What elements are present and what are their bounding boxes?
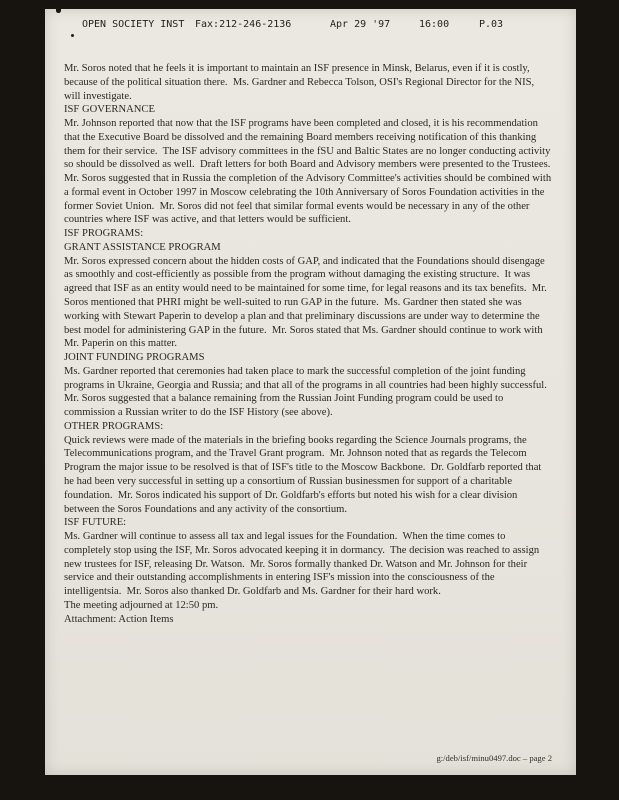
- section-body-grant-assistance: Mr. Soros expressed concern about the hidden costs of GAP, and indicated that the Foundations should disengage as smoothly and cost-efficiently as possible from the program without damaging the existing structure. It was agreed that ISF as an entity would need to be maintained for some time, for legal reasons and its tax benefits. Mr. Soros mentioned that PHRI might be well-suited to run GAP in the future. Ms. Gardner then stated she was working with Stewart Paperin to develop a plan and that preliminary discussions are under way to determine the best model for administering GAP in the future. Mr. Soros stated that Ms. Gardner should continue to work with Mr. Paperin on this matter.: [64, 255, 550, 350]
- fax-time: 16:00: [419, 19, 450, 30]
- fax-sender: OPEN SOCIETY INST: [82, 19, 185, 30]
- fax-date: Apr 29 '97: [330, 19, 391, 30]
- subsection-heading-grant-assistance: GRANT ASSISTANCE PROGRAM: [64, 241, 221, 253]
- section-heading-isf-future: ISF FUTURE:: [64, 517, 127, 529]
- scan-artifact-speck: [56, 7, 61, 13]
- section-body-other-programs: Quick reviews were made of the materials in the briefing books regarding the Science Journals programs, the Telecommunications program, and the Travel Grant program. Mr. Johnson noted that as regards the Telecom Program the major issue to be resolved is that of ISF's title to the Moscow Backbone. Dr. Goldfarb reported that he had been very successful in setting up a consortium of Russian businessmen for support of a charitable foundation. Mr. Soros indicated his support of Dr. Goldfarb's efforts but noted his wish for a clear division between the Soros Foundations and any activity of the consortium.: [64, 434, 545, 515]
- fax-page-number: P.03: [479, 19, 504, 30]
- section-body-isf-governance: Mr. Johnson reported that now that the ISF programs have been completed and closed, it is his recommendation that the Executive Board be dissolved and the remaining Board members receiving notification of this thanking them for their service. The ISF advisory committees in the fSU and Baltic States are no longer conducting activity so should be dissolved as well. Draft letters for both Board and Advisory members were presented to the Trustees. Mr. Soros suggested that in Russia the completion of the Advisory Committee's activities should be combined with a formal event in October 1997 in Moscow celebrating the 10th Anniversary of Soros Foundation activities in the former Soviet Union. Mr. Soros did not feel that similar formal events would be necessary in any of the other countries where ISF was active, and that letters would be sufficient.: [64, 118, 556, 226]
- paragraph-intro: Mr. Soros noted that he feels it is important to maintain an ISF presence in Minsk, Belarus, even if it is costly, because of the political situation there. Ms. Gardner and Rebecca Tolson, OSI's Regional Director for the NIS, will investigate.: [64, 63, 537, 102]
- attachment-line: Attachment: Action Items: [64, 613, 174, 625]
- section-body-joint-funding: Ms. Gardner reported that ceremonies had taken place to mark the successful completion of the joint funding programs in Ukraine, Georgia and Russia; and that all of the programs in all countries had been highly successful. Mr. Soros suggested that a balance remaining from the Russian Joint Funding program could be used to commission a Russian writer to do the ISF History (see above).: [64, 365, 553, 419]
- fax-header: [45, 18, 576, 34]
- section-heading-isf-governance: ISF GOVERNANCE: [64, 104, 155, 116]
- section-heading-joint-funding: JOINT FUNDING PROGRAMS: [64, 352, 205, 364]
- section-heading-isf-programs: ISF PROGRAMS:: [64, 228, 144, 240]
- fax-page: [45, 9, 576, 775]
- document-body: [64, 62, 556, 626]
- section-heading-other-programs: OTHER PROGRAMS:: [64, 420, 164, 432]
- scan-artifact-dot: [71, 34, 74, 37]
- document-footer: g:/deb/isf/minu0497.doc – page 2: [436, 752, 552, 763]
- closing-line: The meeting adjourned at 12:50 pm.: [64, 599, 219, 611]
- section-body-isf-future: Ms. Gardner will continue to assess all tax and legal issues for the Foundation. When the time comes to completely stop using the ISF, Mr. Soros advocated keeping it in dormancy. The decision was reached to assign new trustees for ISF, releasing Dr. Watson. Mr. Soros formally thanked Dr. Watson and Mr. Johnson for their service and their outstanding accomplishments in entering ISF's mission into the consciousness of the intelligentsia. Mr. Soros also thanked Dr. Goldfarb and Ms. Gardner for their hard work.: [64, 531, 542, 598]
- fax-number: Fax:212-246-2136: [195, 19, 292, 30]
